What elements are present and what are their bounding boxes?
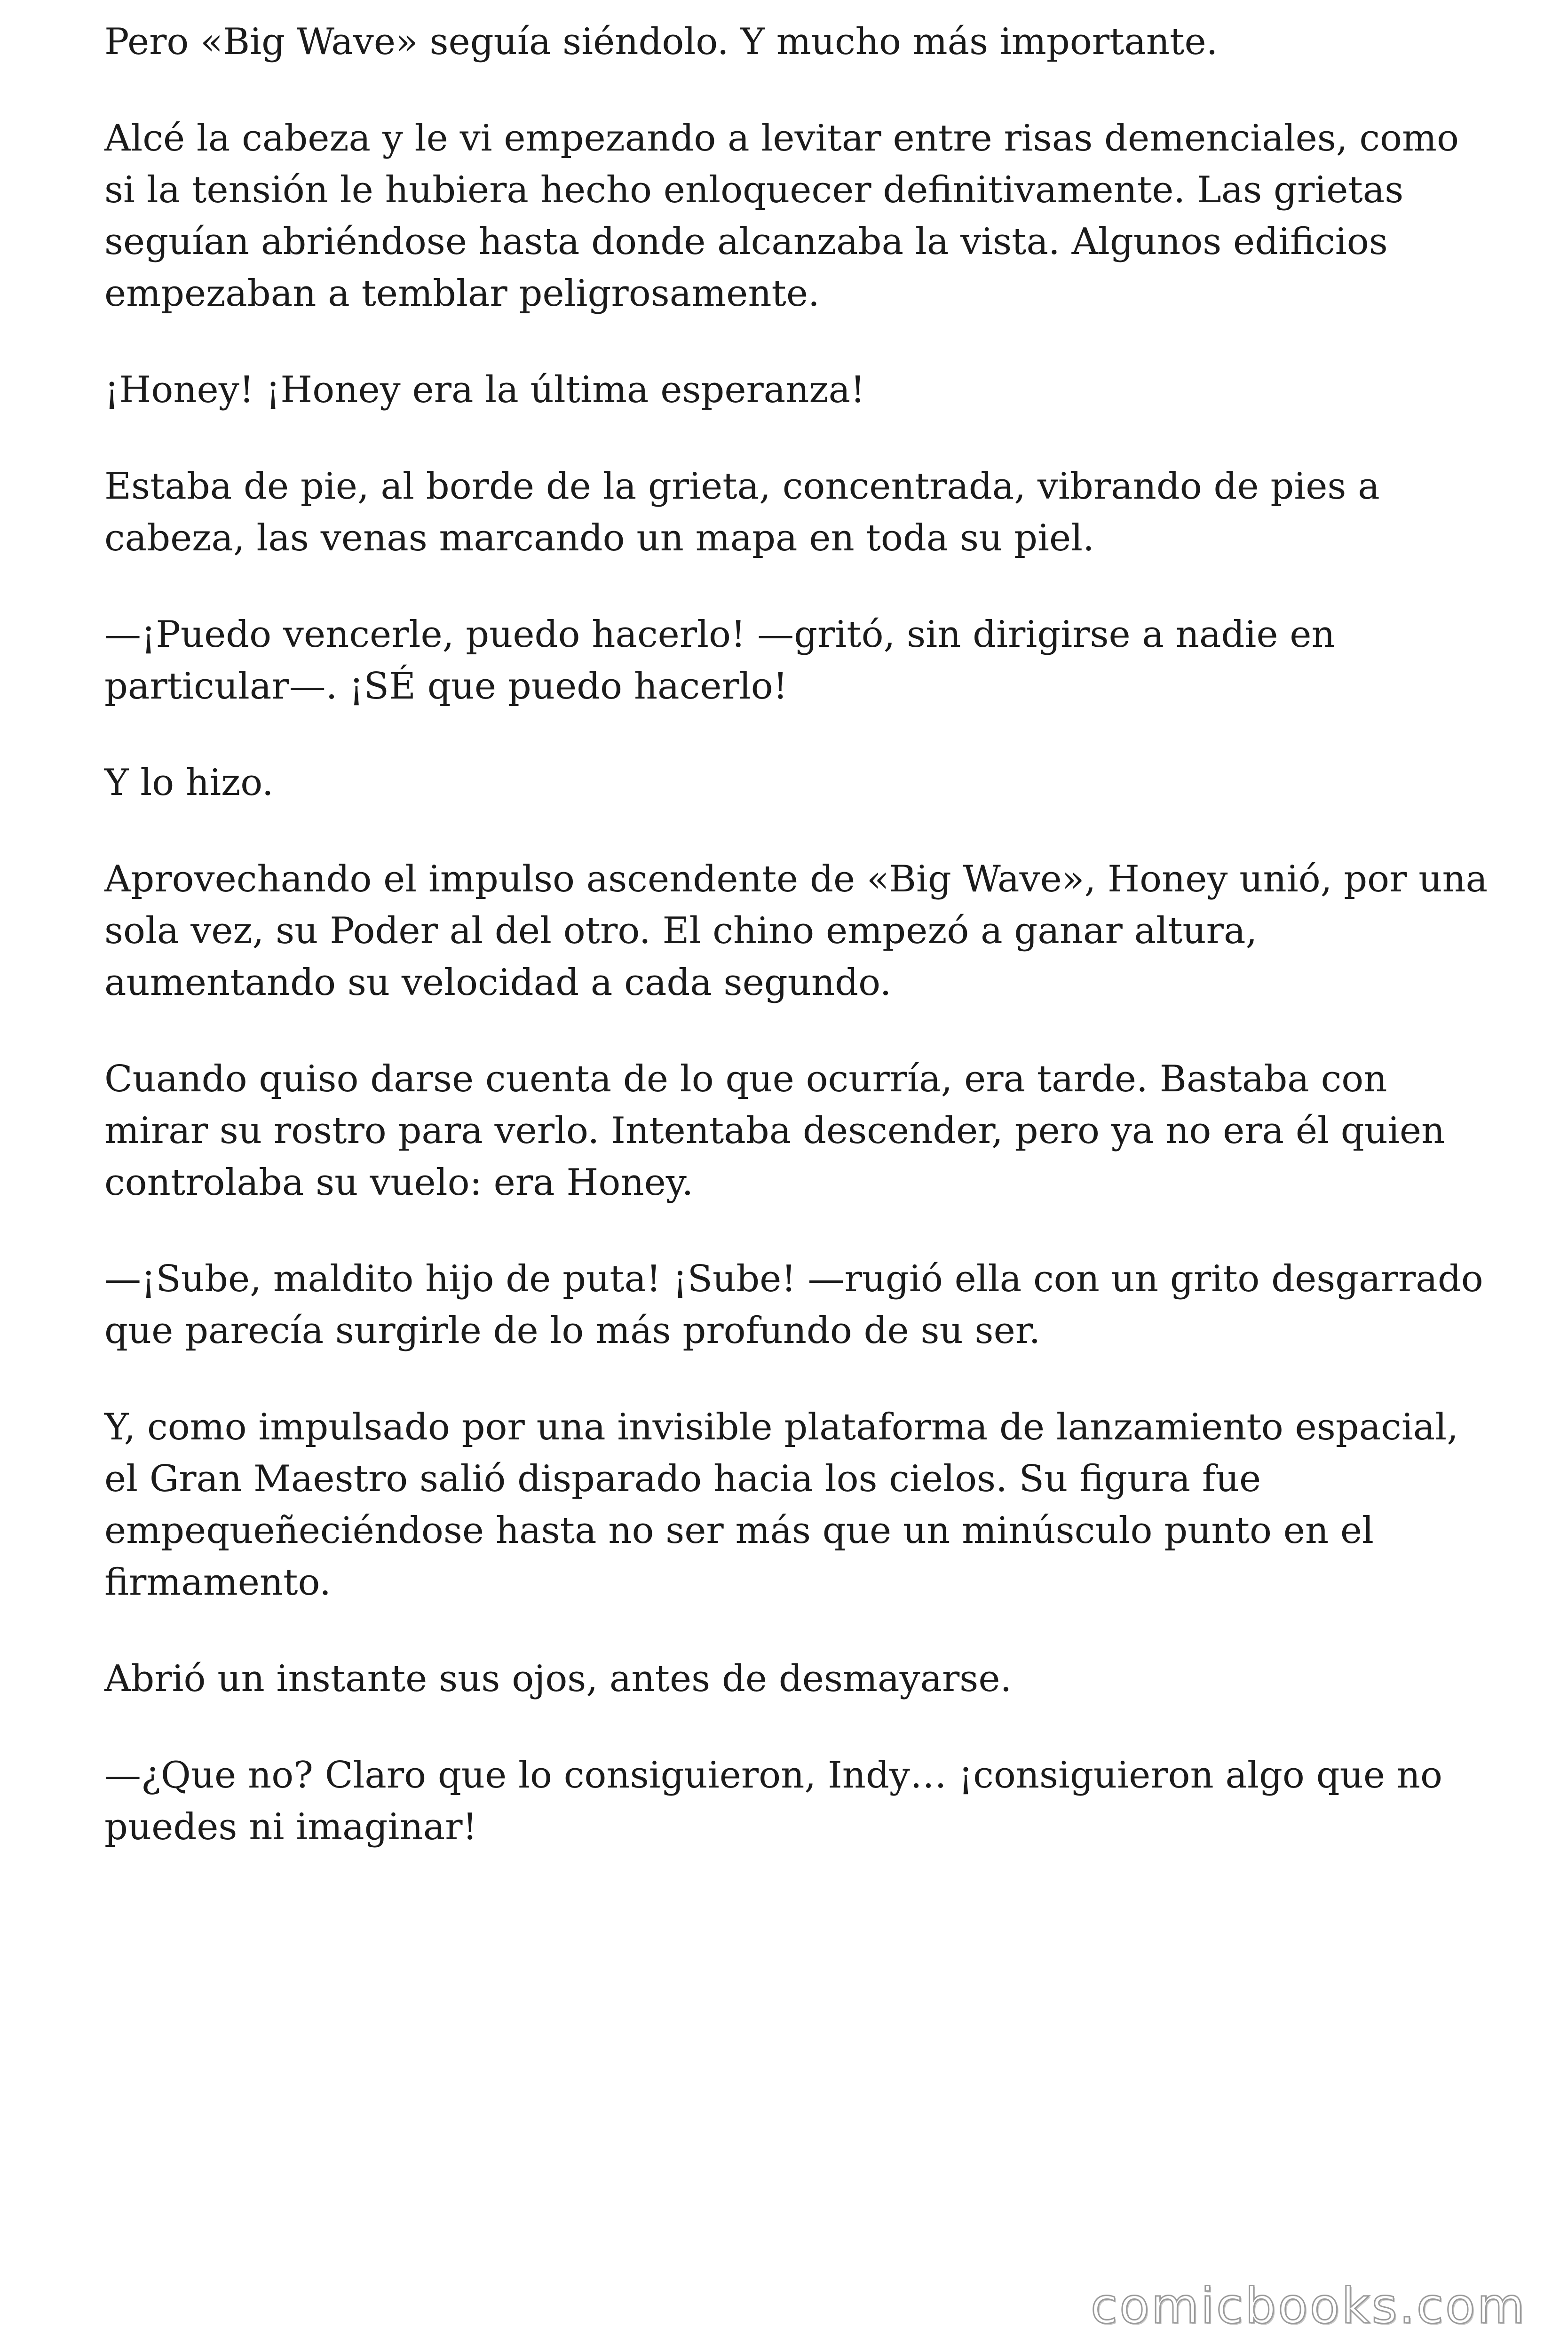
paragraph-6: Y lo hizo. [104, 762, 274, 804]
paragraph-10: Y, como impulsado por una invisible plataforma de lanzamiento espacial, el Gran Maestro salió disparado hacia los cielos. Su figura fue empequeñeciéndose hasta no ser más que un minúsculo punto en el firmamento. [104, 1406, 1459, 1604]
watermark: comicbooks.com [1090, 2277, 1527, 2335]
paragraph-7: Aprovechando el impulso ascendente de «Big Wave», Honey unió, por una sola vez, su Poder al del otro. El chino empezó a ganar altura, aumentando su velocidad a cada segundo. [104, 858, 1488, 1004]
paragraph-2: Alcé la cabeza y le vi empezando a levitar entre risas demenciales, como si la tensión le hubiera hecho enloquecer definitivamente. Las grietas seguían abriéndose hasta donde alcanzaba la vista. Algunos edificios empezaban a temblar peligrosamente. [104, 117, 1459, 315]
paragraph-3: ¡Honey! ¡Honey era la última esperanza! [104, 369, 865, 411]
paragraph-11: Abrió un instante sus ojos, antes de desmayarse. [104, 1658, 1012, 1700]
paragraph-9: —¡Sube, maldito hijo de puta! ¡Sube! —rugió ella con un grito desgarrado que parecía surgirle de lo más profundo de su ser. [104, 1258, 1483, 1352]
paragraph-1: Pero «Big Wave» seguía siéndolo. Y mucho más importante. [104, 21, 1218, 63]
paragraph-8: Cuando quiso darse cuenta de lo que ocurría, era tarde. Bastaba con mirar su rostro para verlo. Intentaba descender, pero ya no era él quien controlaba su vuelo: era Honey. [104, 1058, 1445, 1204]
text-body [104, 16, 1497, 1898]
paragraph-5: —¡Puedo vencerle, puedo hacerlo! —gritó, sin dirigirse a nadie en particular—. ¡SÉ que puedo hacerlo! [104, 613, 1335, 707]
paragraph-12: —¿Que no? Claro que lo consiguieron, Indy… ¡consiguieron algo que no puedes ni imaginar! [104, 1754, 1442, 1848]
paragraph-4: Estaba de pie, al borde de la grieta, concentrada, vibrando de pies a cabeza, las venas marcando un mapa en toda su piel. [104, 465, 1380, 559]
